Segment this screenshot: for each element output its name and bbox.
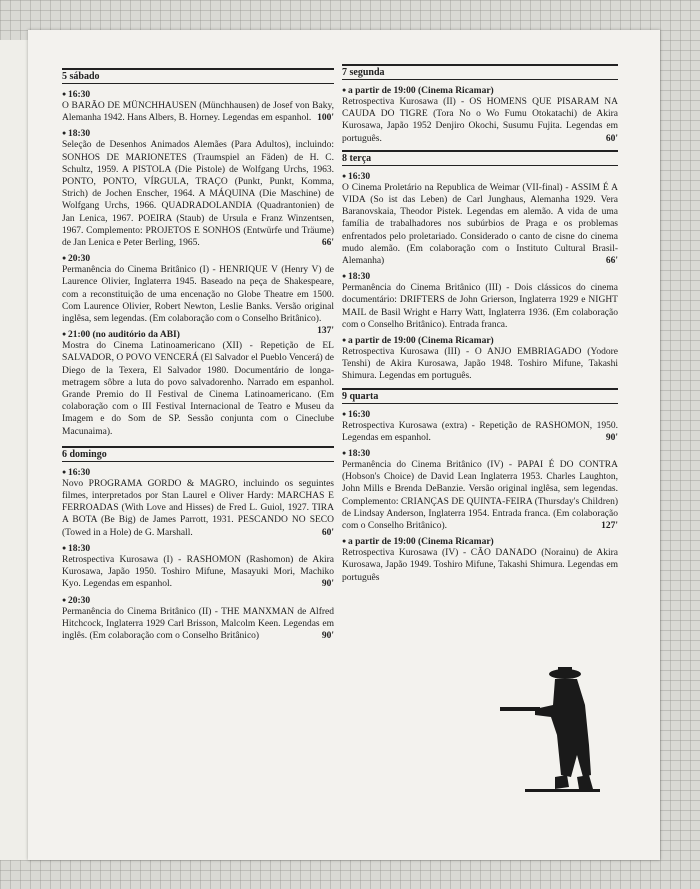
entry-text: Seleção de Desenhos Animados Alemães (Para Adultos), incluindo: SONHOS DE MARIONETES (Traumspiel an Fäden) de H. C. Schultz, 1959. A PISTOLA (Die Pistole) de Wolfgang Urchs, 1963. PONTO, PONTO, VÍRGULA, TRAÇO (Punkt, Punkt, Komma, Strich) de Jochen Enscher, 1964. A MÁQUINA (Die Maschine) de Wolfgang Urchs, 1966. QUADRADOLANDIA (Quadrantonien) de Jan Lenica, 1967. POEIRA (Staub) de Ursula e Franz Winzentsen, 1967. Complemento: PROJETOS E SONHOS (Entwürfe und Träume) de Jan Lenica e Peter Berling, 1965.	[62, 140, 334, 249]
entry-description	[342, 96, 618, 145]
entry-description	[342, 346, 618, 383]
entry-duration: 60'	[605, 133, 618, 144]
program-entry	[342, 86, 618, 145]
program-entry	[62, 544, 334, 591]
entry-text: Retrospectiva Kurosawa (I) - RASHOMON (Rashomon) de Akira Kurosawa, Japão 1950. Toshiro Mifune, Masayuki Mori, Machiko Kyo. Legendas em espanhol.	[62, 554, 334, 590]
program-entry	[342, 410, 618, 444]
day-heading-segunda: 7 segunda	[342, 64, 618, 80]
entry-duration: 90'	[321, 630, 334, 641]
entry-description	[62, 340, 334, 438]
entry-text: O Cinema Proletário na Republica de Weimar (VII-final) - ASSIM É A VIDA (So ist das Leben) de Carl Junghaus, Alemanha 1929. Vera Baranovskaia, Theodor Pistek. Legendas em alemão. A vida de uma família de trabalhadores nos subúrbios de Praga e os problemas enfrentados pelo proletariado. Considerado o canto de cisne do cinema mudo alemão. (Em colaboração com o Instituto Cultural Brasil-Alemanha)	[342, 182, 618, 267]
entry-description	[62, 100, 334, 124]
program-entry	[62, 330, 334, 438]
entry-text: Retrospectiva Kurosawa (II) - OS HOMENS QUE PISARAM NA CAUDA DO TIGRE (Tora No o Wo Fumu Otokatachi) de Akira Kurosawa, Japão 1952 Denjiro Okochi, Susumu Fujita. Legendas em português.	[342, 97, 618, 144]
entry-text: Permanência do Cinema Britânico (IV) - PAPAI É DO CONTRA (Hobson's Choice) de David Lean Inglaterra 1953. Charles Laughton, John Mills e Brenda DeBanzie. Versão original inglêsa, sem legendas. Complemento: CRIANÇAS DE QUINTA-FEIRA (Thursday's Children) de Lindsay Anderson, Inglaterra 1954. Entrada franca. (Em colaboração com o Conselho Britânico).	[342, 460, 618, 532]
entry-time: ● 18:30	[342, 272, 618, 282]
entry-time: ● 20:30	[62, 254, 334, 264]
entry-text: Retrospectiva Kurosawa (extra) - Repetição de RASHOMON, 1950. Legendas em espanhol.	[342, 420, 618, 443]
program-entry	[342, 537, 618, 584]
entry-description	[62, 606, 334, 643]
entry-text: Novo PROGRAMA GORDO & MAGRO, incluindo os seguintes filmes, interpretados por Stan Laurel e Oliver Hardy: MARCHAS E FERROADAS (With Love and Hisses) de Fred L. Guiol, 1927. TIRA A BOTA (Be Big) de James Parrott, 1931. PESCANDO NO SECO (Towed in a Hole) de G. Marshall.	[62, 478, 334, 538]
entry-time: ● 18:30	[62, 129, 334, 139]
gunman-silhouette-illustration	[495, 665, 605, 795]
program-entry	[342, 336, 618, 383]
adjacent-page-edge	[0, 40, 31, 860]
left-column	[62, 64, 334, 647]
day-heading-sabado: 5 sábado	[62, 68, 334, 84]
entry-time: ● 20:30	[62, 596, 334, 606]
day-heading-quarta: 9 quarta	[342, 388, 618, 404]
entry-time: ● 18:30	[62, 544, 334, 554]
entry-description	[342, 282, 618, 331]
entries-segunda	[342, 86, 618, 145]
entry-time: ● 18:30	[342, 449, 618, 459]
entry-duration: 66'	[321, 238, 334, 249]
entry-description	[342, 182, 618, 267]
entry-time: ● 16:30	[62, 90, 334, 100]
entries-quarta	[342, 410, 618, 584]
entry-description	[342, 420, 618, 444]
entry-text: Mostra do Cinema Latinoamericano (XII) - Repetição de EL SALVADOR, O POVO VENCERÁ (El Salvador el Pueblo Vencerá) de Diego de la Texera, El Salvador 1980. Documentário de longa-metragem sôbre a luta do povo salvadorenho. Narrado em espanhol. Grande Premio do II Festival de Cinema Latinoamericano. (Em colaboração com o III Festival Internacional de Teatro e Museu da Imagem e do Som de SP. Sessão conjunta com o Cineclube Macunaima).	[62, 341, 334, 437]
entry-description	[342, 547, 618, 584]
entries-domingo	[62, 468, 334, 642]
entry-duration: 60'	[321, 527, 334, 538]
entry-duration: 137'	[317, 326, 334, 337]
program-entry	[342, 272, 618, 331]
entries-sabado	[62, 90, 334, 438]
entry-time: ● a partir de 19:00 (Cinema Ricamar)	[342, 537, 618, 547]
entry-description	[62, 554, 334, 591]
entry-time: ● 16:30	[342, 172, 618, 182]
entry-text: Permanência do Cinema Britânico (III) - Dois clássicos do cinema documentário: DRIFTERS de John Grierson, Inglaterra 1929 e NIGHT MAIL de Basil Wright e Harry Watt, Inglaterra 1936. (Em colaboração com o Conselho Britânico). Entrada franca.	[342, 283, 618, 330]
entry-duration: 66'	[605, 256, 618, 267]
right-column	[342, 60, 618, 589]
program-entry	[342, 172, 618, 267]
entry-time: ● a partir de 19:00 (Cinema Ricamar)	[342, 336, 618, 346]
entry-time: ● 16:30	[342, 410, 618, 420]
day-heading-domingo: 6 domingo	[62, 446, 334, 462]
entry-text: O BARÃO DE MÜNCHHAUSEN (Münchhausen) de Josef von Baky, Alemanha 1942. Hans Albers, B. Horney. Legendas em espanhol.	[62, 101, 334, 124]
program-entry	[62, 129, 334, 249]
entry-duration: 90'	[321, 579, 334, 590]
day-heading-terca: 8 terça	[342, 150, 618, 166]
entry-description	[342, 459, 618, 532]
program-entry	[342, 449, 618, 532]
entry-time: ● 21:00 (no auditório da ABI)	[62, 330, 334, 340]
entry-time: ● a partir de 19:00 (Cinema Ricamar)	[342, 86, 618, 96]
entry-text: Permanência do Cinema Britânico (I) - HENRIQUE V (Henry V) de Laurence Olivier, Inglaterra 1945. Baseado na peça de Shakespeare, com a reconstituição de uma encenação no Globe Theatre em 1500. Com Laurence Olivier, Robert Newton, Leslie Banks. Versão original inglêsa, sem legendas. (Em colaboração com o Conselho Britânico).	[62, 265, 334, 325]
entry-time: ● 16:30	[62, 468, 334, 478]
program-entry	[62, 468, 334, 539]
entry-text: Permanência do Cinema Britânico (II) - THE MANXMAN de Alfred Hitchcock, Inglaterra 1929 Carl Brisson, Malcolm Keen. Legendas em inglês. (Em colaboração com o Conselho Britânico)	[62, 606, 334, 641]
program-entry	[62, 596, 334, 643]
entry-description	[62, 139, 334, 249]
entry-description	[62, 478, 334, 539]
program-entry	[62, 90, 334, 124]
entry-text: Retrospectiva Kurosawa (III) - O ANJO EMBRIAGADO (Yodore Tenshi) de Akira Kurosawa, Japão 1948. Toshiro Mifune, Takashi Shimura. Legendas em português.	[342, 347, 618, 382]
entry-text: Retrospectiva Kurosawa (IV) - CÃO DANADO (Norainu) de Akira Kurosawa, Japão 1949. Toshiro Mifune, Takashi Shimura. Legendas em português	[342, 548, 618, 583]
entry-duration: 100'	[317, 113, 334, 124]
entries-terca	[342, 172, 618, 383]
entry-duration: 90'	[605, 432, 618, 443]
entry-duration: 127'	[601, 521, 618, 532]
